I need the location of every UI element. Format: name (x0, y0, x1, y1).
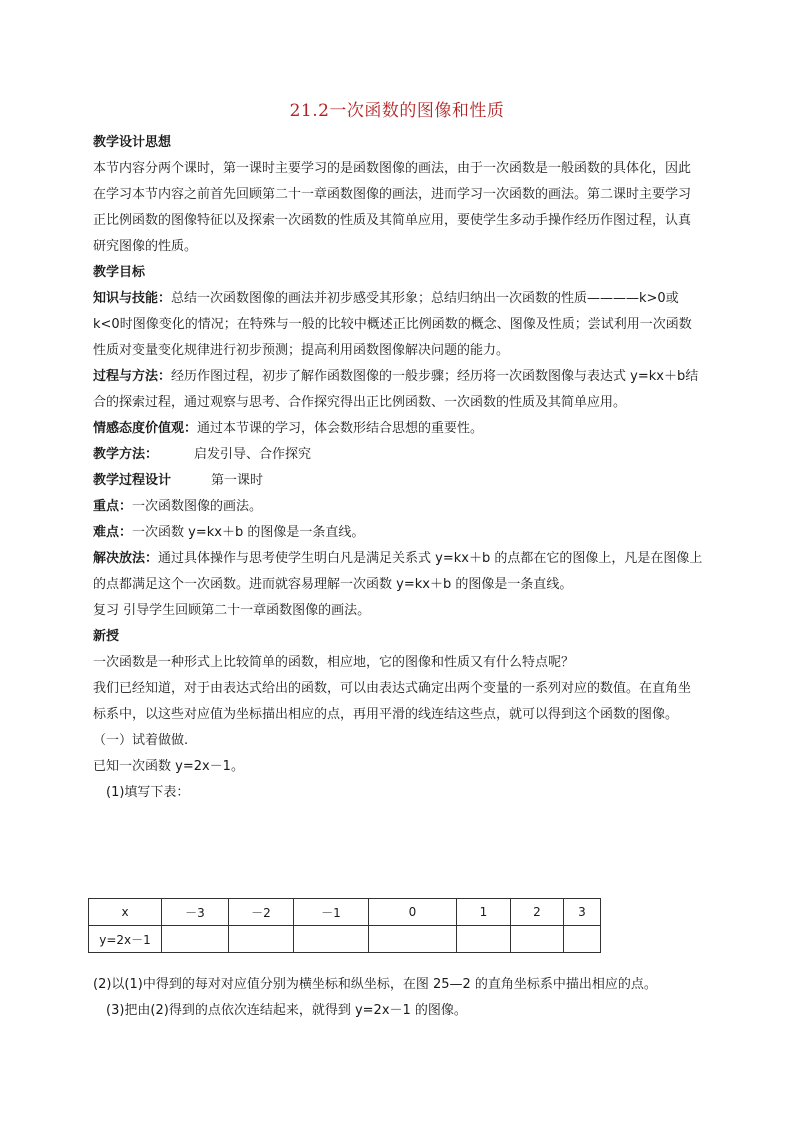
difficulty-paragraph (93, 520, 703, 546)
table-cell-x: －3 (162, 899, 229, 926)
design-heading: 教学设计思想 (93, 135, 172, 150)
review-text: 复习 引导学生回顾第二十一章函数图像的画法。 (93, 603, 371, 618)
table-cell-empty (294, 926, 369, 953)
new-paragraph-2: 我们已经知道，对于由表达式给出的函数，可以由表达式确定出两个变量的一系列对应的数值。在直角坐标系中，以这些对应值为坐标描出相应的点，再用平滑的线连结这些点，就可以得到这个函数的图像。 (93, 681, 692, 722)
step1-text: (1)填写下表： (106, 785, 190, 800)
new-paragraph-1: 一次函数是一种形式上比较简单的函数，相应地，它的图像和性质又有什么特点呢？ (93, 655, 575, 670)
method-paragraph (93, 442, 703, 468)
table-row-label: y=2x－1 (89, 926, 162, 953)
emotion-label: 情感态度价值观： (93, 421, 198, 436)
process-text: 经历作图过程，初步了解作函数图像的一般步骤；经历将一次函数图像与表达式 y=kx＋b结合的探索过程，通过观察与思考、合作探究得出正比例函数、一次函数的性质及其简单应用。 (93, 369, 699, 410)
key-label: 重点： (93, 499, 133, 514)
key-text: 一次函数图像的画法。 (132, 499, 263, 514)
goals-heading: 教学目标 (93, 265, 146, 280)
method-text: 启发引导、合作探究 (194, 447, 312, 462)
difficulty-text: 一次函数 y=kx＋b 的图像是一条直线。 (132, 525, 365, 540)
table-row (89, 899, 601, 926)
knowledge-paragraph (93, 286, 703, 364)
table-cell-empty (162, 926, 229, 953)
new-heading: 新授 (93, 629, 120, 644)
solution-paragraph (93, 546, 703, 598)
knowledge-text: 总结一次函数图像的画法并初步感受其形象；总结归纳出一次函数的性质————k>0或k<0时图像变化的情况；在特殊与一般的比较中概述正比例函数的概念、图像及性质；尝试利用一次函数性质对变量变化规律进行初步预测；提高利用函数图像解决问题的能力。 (93, 291, 692, 358)
table-cell-x: 0 (369, 899, 457, 926)
key-paragraph (93, 494, 703, 520)
table-cell-x: 3 (564, 899, 601, 926)
difficulty-label: 难点： (93, 525, 133, 540)
table-cell-empty (457, 926, 511, 953)
value-table (88, 898, 601, 953)
table-cell-x: 2 (511, 899, 564, 926)
table-header-x: x (89, 899, 162, 926)
design-process-text: 第一课时 (211, 473, 264, 488)
step3-text: (3)把由(2)得到的点依次连结起来，就得到 y=2x－1 的图像。 (106, 1003, 467, 1018)
table-cell-x: －1 (294, 899, 369, 926)
table-row (89, 926, 601, 953)
given-text: 已知一次函数 y=2x－1。 (93, 759, 244, 774)
solution-text: 通过具体操作与思考使学生明白凡是满足关系式 y=kx＋b 的点都在它的图像上，凡是在图像上的点都满足这个一次函数。进而就容易理解一次函数 y=kx＋b 的图像是一条直线。 (93, 551, 703, 592)
table-cell-x: －2 (229, 899, 294, 926)
design-process-paragraph (93, 468, 703, 494)
table-cell-empty (369, 926, 457, 953)
process-label: 过程与方法： (93, 369, 172, 384)
table-cell-empty (511, 926, 564, 953)
emotion-text: 通过本节课的学习，体会数形结合思想的重要性。 (197, 421, 484, 436)
step2-text: (2)以(1)中得到的每对对应值分别为横坐标和纵坐标，在图 25—2 的直角坐标系中描出相应的点。 (93, 977, 657, 992)
emotion-paragraph (93, 416, 703, 442)
knowledge-label: 知识与技能： (93, 291, 172, 306)
process-paragraph (93, 364, 703, 416)
table-cell-x: 1 (457, 899, 511, 926)
lesson-content (93, 130, 703, 806)
table-cell-empty (229, 926, 294, 953)
table-cell-empty (564, 926, 601, 953)
design-text: 本节内容分两个课时，第一课时主要学习的是函数图像的画法，由于一次函数是一般函数的具体化，因此在学习本节内容之前首先回顾第二十一章函数图像的画法，进而学习一次函数的画法。第二课时主要学习正比例函数的图像特征以及探索一次函数的性质及其简单应用，要使学生多动手操作经历作图过程，认真研究图像的性质。 (93, 161, 692, 254)
method-label: 教学方法： (93, 447, 159, 462)
try-text: （一）试着做做. (93, 733, 189, 748)
page-title: 21.2一次函数的图像和性质 (289, 101, 505, 121)
steps-after-table (93, 972, 713, 1024)
design-process-label: 教学过程设计 (93, 473, 172, 488)
solution-label: 解决放法： (93, 551, 159, 566)
